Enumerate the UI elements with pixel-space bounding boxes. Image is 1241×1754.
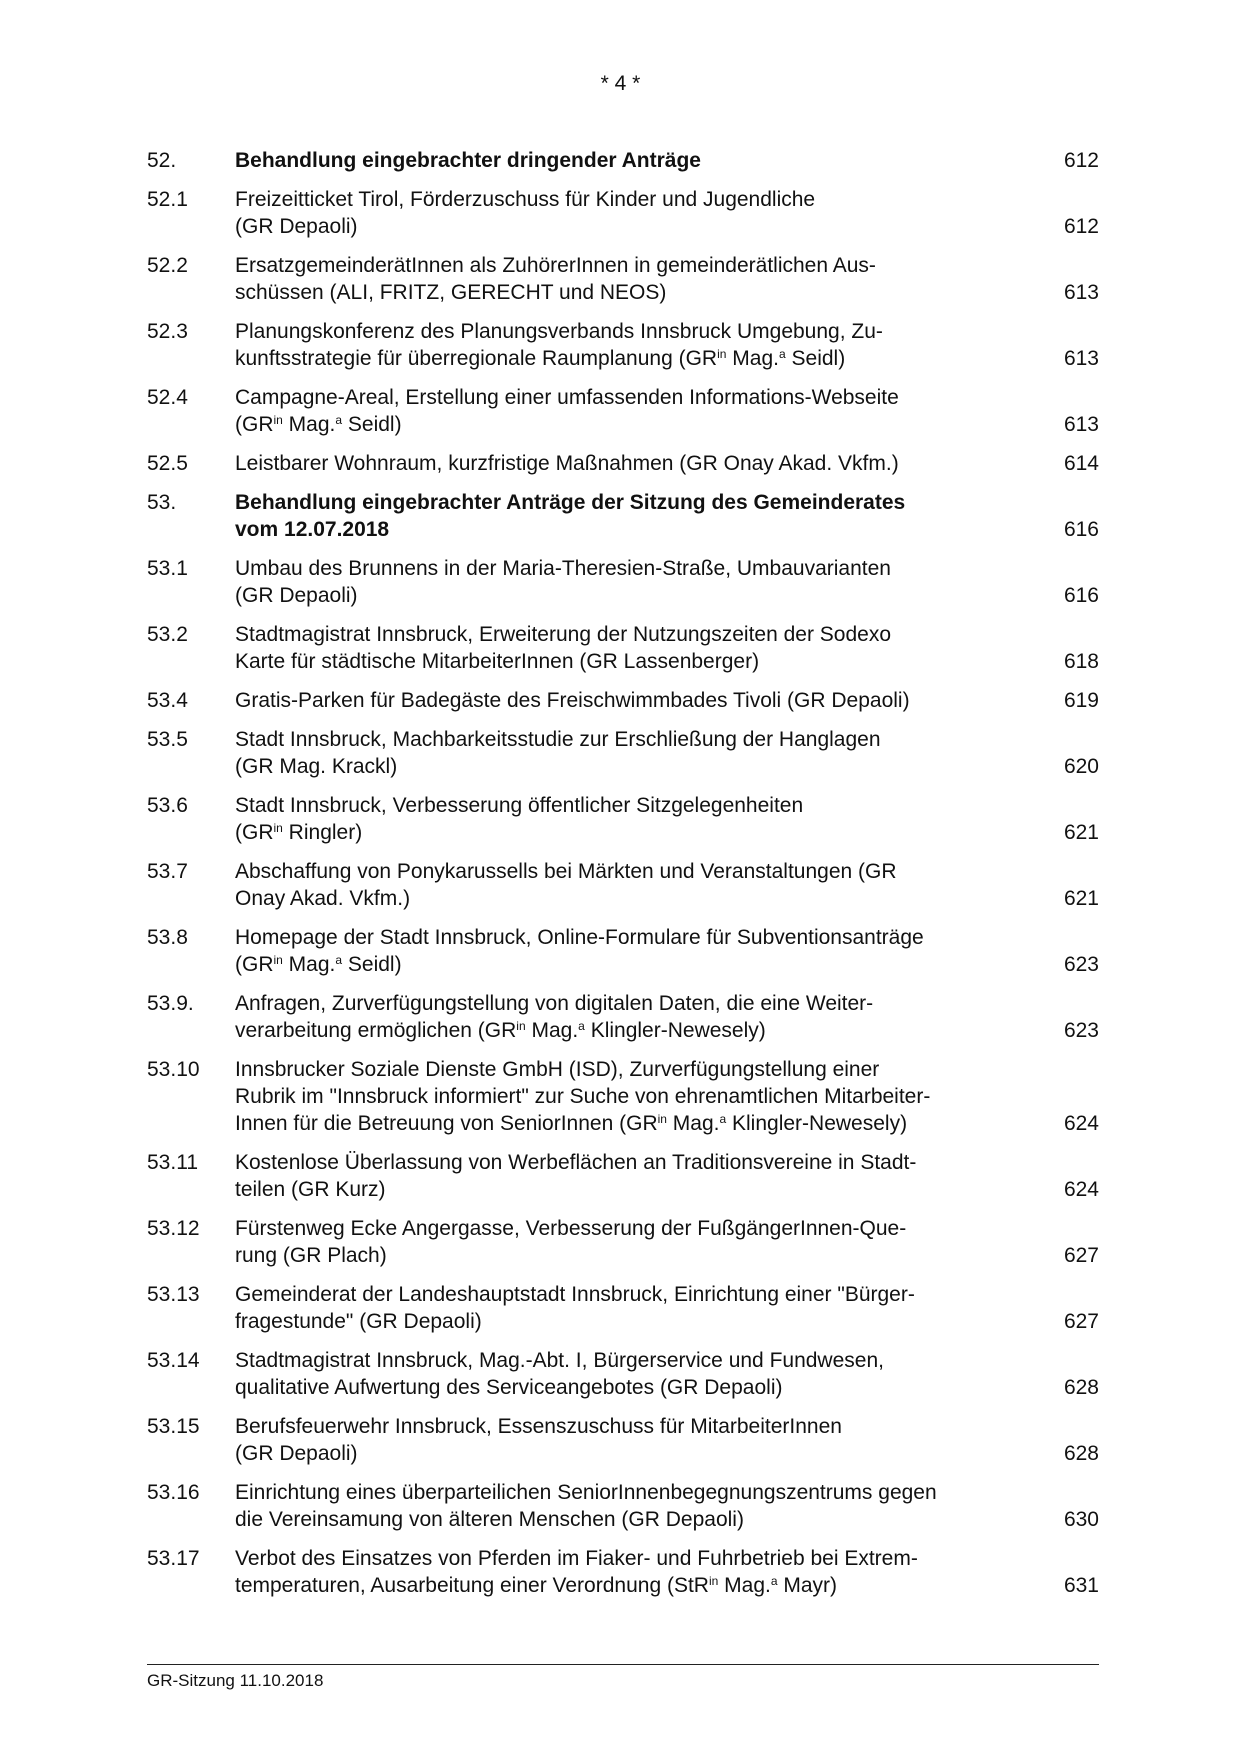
toc-entry-page: 627: [1063, 1310, 1099, 1333]
toc-entry-number: 53.9.: [147, 992, 194, 1015]
footer-divider: [147, 1664, 1099, 1665]
toc-entry-title-line: schüssen (ALI, FRITZ, GERECHT und NEOS): [235, 281, 667, 304]
toc-entry-title: [235, 1413, 1025, 1467]
toc-entry: [147, 792, 1099, 846]
toc-entry: [147, 252, 1099, 306]
toc-entry-title-line: teilen (GR Kurz): [235, 1178, 386, 1201]
toc-entry: [147, 1056, 1099, 1137]
toc-entry-title-line: Stadtmagistrat Innsbruck, Mag.-Abt. I, Bürgerservice und Fundwesen,: [235, 1349, 884, 1372]
toc-entry-number: 53.15: [147, 1415, 200, 1438]
toc-entry-title-line: Leistbarer Wohnraum, kurzfristige Maßnahmen (GR Onay Akad. Vkfm.): [235, 452, 899, 475]
toc-entry-page: 623: [1063, 953, 1099, 976]
toc-entry-title: [235, 792, 1025, 846]
toc-entry-title-line: Berufsfeuerwehr Innsbruck, Essenszuschuss für MitarbeiterInnen: [235, 1415, 842, 1438]
toc-entry-title: [235, 147, 1025, 174]
toc-entry-title-line: Einrichtung eines überparteilichen SeniorInnenbegegnungszentrums gegen: [235, 1481, 937, 1504]
toc-entry-number: 53.10: [147, 1058, 200, 1081]
toc-entry: [147, 1215, 1099, 1269]
toc-entry: [147, 990, 1099, 1044]
toc-entry-title-line: (GR Mag. Krackl): [235, 755, 398, 778]
toc-entry-title: [235, 384, 1025, 438]
toc-entry: [147, 384, 1099, 438]
toc-entry-number: 53.17: [147, 1547, 200, 1570]
toc-entry-number: 52.2: [147, 254, 188, 277]
toc-entry: [147, 1545, 1099, 1599]
toc-entry-title-line: (GR Depaoli): [235, 584, 358, 607]
toc-entry-title: [235, 924, 1025, 978]
toc-entry-title-line: Campagne-Areal, Erstellung einer umfassenden Informations-Webseite: [235, 386, 899, 409]
toc-entry-title: [235, 555, 1025, 609]
toc-entry-page: 620: [1063, 755, 1099, 778]
toc-entry-title-line: fragestunde" (GR Depaoli): [235, 1310, 482, 1333]
toc-entry-number: 53.8: [147, 926, 188, 949]
toc-entry-page: 624: [1063, 1112, 1099, 1135]
toc-entry-title-line: ($GR^{in}$ Ringler): [235, 821, 363, 844]
toc-entry-number: 53.12: [147, 1217, 200, 1240]
toc-entry-title-line: die Vereinsamung von älteren Menschen (GR Depaoli): [235, 1508, 744, 1531]
toc-entry-title-line: ($GR^{in}$ Mag.$^a$ Seidl): [235, 413, 402, 436]
toc-entry-page: 621: [1063, 821, 1099, 844]
toc-entry-title-line: Onay Akad. Vkfm.): [235, 887, 411, 910]
toc-entry-page: 623: [1063, 1019, 1099, 1042]
footer-session-date: GR-Sitzung 11.10.2018: [147, 1671, 324, 1690]
toc-entry-title-line: Freizeitticket Tirol, Förderzuschuss für Kinder und Jugendliche: [235, 188, 816, 211]
toc-entry-title-line: Innsbrucker Soziale Dienste GmbH (ISD), Zurverfügungstellung einer: [235, 1058, 880, 1081]
toc-entry: [147, 186, 1099, 240]
toc-entry-number: 53.16: [147, 1481, 200, 1504]
toc-entry-title-line: Behandlung eingebrachter dringender Anträge: [235, 149, 701, 172]
toc-entry-title-line: kunftsstrategie für überregionale Raumplanung ($GR^{in}$ Mag.$^a$ Seidl): [235, 347, 846, 370]
toc-entry: [147, 687, 1099, 714]
toc-entry-title: [235, 621, 1025, 675]
toc-entry-number: 53.: [147, 491, 177, 514]
toc-entry-title: [235, 1056, 1025, 1137]
toc-entry-title-line: Abschaffung von Ponykarussells bei Märkten und Veranstaltungen (GR: [235, 860, 897, 883]
toc-entry: [147, 1413, 1099, 1467]
toc-entry-page: 630: [1063, 1508, 1099, 1531]
toc-entry: [147, 1479, 1099, 1533]
toc-entry-title-line: Behandlung eingebrachter Anträge der Sitzung des Gemeinderates: [235, 491, 906, 514]
toc-entry-title-line: Verbot des Einsatzes von Pferden im Fiaker- und Fuhrbetrieb bei Extrem-: [235, 1547, 918, 1570]
toc-entry-page: 631: [1063, 1574, 1099, 1597]
toc-entry-page: 612: [1063, 149, 1099, 172]
toc-entry-title-line: Gemeinderat der Landeshauptstadt Innsbruck, Einrichtung einer "Bürger-: [235, 1283, 915, 1306]
toc-entry-number: 52.1: [147, 188, 188, 211]
toc-entry-title-line: ($GR^{in}$ Mag.$^a$ Seidl): [235, 953, 402, 976]
toc-entry-title: [235, 186, 1025, 240]
toc-entry-page: 618: [1063, 650, 1099, 673]
toc-entry-page: 628: [1063, 1442, 1099, 1465]
toc-entry: [147, 726, 1099, 780]
toc-entry-title: [235, 990, 1025, 1044]
toc-entry-title: [235, 252, 1025, 306]
toc-entry-title: [235, 489, 1025, 543]
toc-entry-page: 627: [1063, 1244, 1099, 1267]
toc-entry-title-line: Stadt Innsbruck, Verbesserung öffentlicher Sitzgelegenheiten: [235, 794, 804, 817]
toc-entry: [147, 1347, 1099, 1401]
toc-entry: [147, 1149, 1099, 1203]
toc-entry-title: [235, 1149, 1025, 1203]
toc-entry-title-line: ErsatzgemeinderätInnen als ZuhörerInnen in gemeinderätlichen Aus-: [235, 254, 876, 277]
toc-entry-page: 612: [1063, 215, 1099, 238]
toc-entry-page: 616: [1063, 584, 1099, 607]
toc-entry-page: 621: [1063, 887, 1099, 910]
toc-entry-number: 53.6: [147, 794, 188, 817]
toc-entry-number: 52.: [147, 149, 177, 172]
toc-entry-title: [235, 1347, 1025, 1401]
toc-entry-title: [235, 687, 1025, 714]
toc-entry: [147, 555, 1099, 609]
toc-entry-number: 53.2: [147, 623, 188, 646]
toc-entry-title-line: Karte für städtische MitarbeiterInnen (GR Lassenberger): [235, 650, 760, 673]
toc-entry-page: 614: [1063, 452, 1099, 475]
toc-entry: [147, 489, 1099, 543]
toc-entry-page: 619: [1063, 689, 1099, 712]
toc-entry-number: 53.4: [147, 689, 188, 712]
table-of-contents: [147, 147, 1099, 1611]
toc-entry-number: 53.11: [147, 1151, 198, 1174]
toc-entry-title-line: temperaturen, Ausarbeitung einer Verordnung (StR$^{in}$ Mag.$^a$ Mayr): [235, 1574, 838, 1597]
toc-entry-page: 624: [1063, 1178, 1099, 1201]
toc-entry: [147, 1281, 1099, 1335]
toc-entry-title-line: Anfragen, Zurverfügungstellung von digitalen Daten, die eine Weiter-: [235, 992, 874, 1015]
toc-entry-title-line: verarbeitung ermöglichen ($GR^{in}$ Mag.$^a$ Klingler-Newesely): [235, 1019, 766, 1042]
toc-entry-number: 53.7: [147, 860, 188, 883]
toc-entry-page: 616: [1063, 518, 1099, 541]
toc-entry-page: 613: [1063, 413, 1099, 436]
toc-entry-number: 52.4: [147, 386, 188, 409]
toc-entry-number: 53.14: [147, 1349, 200, 1372]
toc-entry-page: 613: [1063, 347, 1099, 370]
toc-entry-title: [235, 726, 1025, 780]
toc-entry-title: [235, 318, 1025, 372]
toc-entry-number: 53.5: [147, 728, 188, 751]
toc-entry-title: [235, 450, 1025, 477]
toc-entry: [147, 621, 1099, 675]
toc-entry-number: 52.5: [147, 452, 188, 475]
toc-entry: [147, 450, 1099, 477]
toc-entry-title: [235, 1545, 1025, 1599]
toc-entry-title: [235, 858, 1025, 912]
toc-entry-title-line: Stadtmagistrat Innsbruck, Erweiterung der Nutzungszeiten der Sodexo: [235, 623, 892, 646]
toc-entry-title: [235, 1479, 1025, 1533]
toc-entry-title-line: Kostenlose Überlassung von Werbeflächen an Traditionsvereine in Stadt-: [235, 1151, 917, 1174]
toc-entry-title-line: Innen für die Betreuung von SeniorInnen ($GR^{in}$ Mag.$^a$ Klingler-Newesely): [235, 1112, 908, 1135]
toc-entry: [147, 858, 1099, 912]
toc-entry-title-line: rung (GR Plach): [235, 1244, 387, 1267]
toc-entry: [147, 147, 1099, 174]
toc-entry-title-line: Umbau des Brunnens in der Maria-Theresien-Straße, Umbauvarianten: [235, 557, 891, 580]
toc-entry-page: 628: [1063, 1376, 1099, 1399]
page-number: * 4 *: [600, 72, 641, 95]
toc-entry-number: 52.3: [147, 320, 188, 343]
toc-entry-page: 613: [1063, 281, 1099, 304]
toc-entry: [147, 924, 1099, 978]
toc-entry-title-line: (GR Depaoli): [235, 215, 358, 238]
toc-entry-title-line: (GR Depaoli): [235, 1442, 358, 1465]
toc-entry-title-line: Planungskonferenz des Planungsverbands Innsbruck Umgebung, Zu-: [235, 320, 883, 343]
toc-entry-title-line: Rubrik im "Innsbruck informiert" zur Suche von ehrenamtlichen Mitarbeiter-: [235, 1085, 931, 1108]
toc-entry: [147, 318, 1099, 372]
toc-entry-title-line: Stadt Innsbruck, Machbarkeitsstudie zur Erschließung der Hanglagen: [235, 728, 881, 751]
toc-entry-title: [235, 1281, 1025, 1335]
toc-entry-title-line: vom 12.07.2018: [235, 518, 390, 541]
toc-entry-number: 53.13: [147, 1283, 200, 1306]
toc-entry-title-line: Homepage der Stadt Innsbruck, Online-Formulare für Subventionsanträge: [235, 926, 924, 949]
toc-entry-number: 53.1: [147, 557, 188, 580]
toc-entry-title: [235, 1215, 1025, 1269]
toc-entry-title-line: Gratis-Parken für Badegäste des Freischwimmbades Tivoli (GR Depaoli): [235, 689, 910, 712]
toc-entry-title-line: Fürstenweg Ecke Angergasse, Verbesserung der FußgängerInnen-Que-: [235, 1217, 907, 1240]
toc-entry-title-line: qualitative Aufwertung des Serviceangebotes (GR Depaoli): [235, 1376, 783, 1399]
